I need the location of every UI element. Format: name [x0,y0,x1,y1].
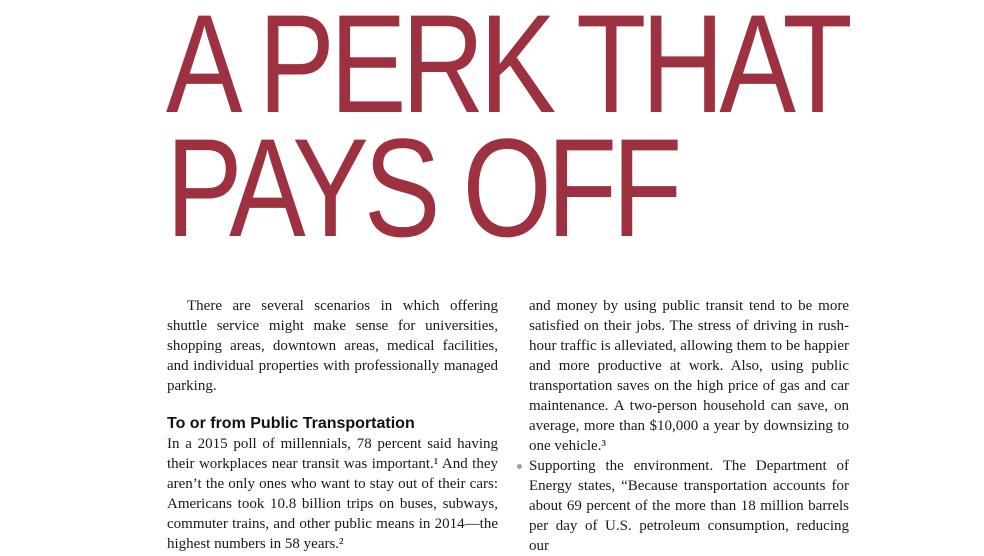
section-paragraph: In a 2015 poll of millennials, 78 percent said having their workplaces near transit was important.¹ And they aren’t the only ones who want to stay out of their cars: Americans took 10.8 billion trips on buses, subways, commuter trains, and other public means in 2014—the highest numbers in 58 years.² [167,436,498,552]
headline-line-1: A PERK THAT [166,0,848,142]
headline [166,0,848,266]
headline-line-2: PAYS OFF [166,109,678,266]
left-column [167,296,498,554]
bullet-text: Supporting the environment. The Department of Energy states, “Because transportation accounts for about 69 percent of the more than 18 million barrels per day of U.S. petroleum consumption, reducing our [529,458,849,554]
section-heading: To or from Public Transportation [167,415,415,432]
right-column [529,296,849,556]
bullet-dot-icon [517,464,522,469]
intro-paragraph: There are several scenarios in which offering shuttle service might make sense for universities, shopping areas, downtown areas, medical facilities, and individual properties with professionally managed parking. [167,298,498,394]
bullet-item [529,456,849,556]
right-paragraph: and money by using public transit tend to be more satisfied on their jobs. The stress of driving in rush-hour traffic is alleviated, allowing them to be happier and more productive at work. Also, using public transportation saves on the high price of gas and car maintenance. A two-person household can save, on average, more than $10,000 a year by downsizing to one vehicle.³ [529,298,849,454]
